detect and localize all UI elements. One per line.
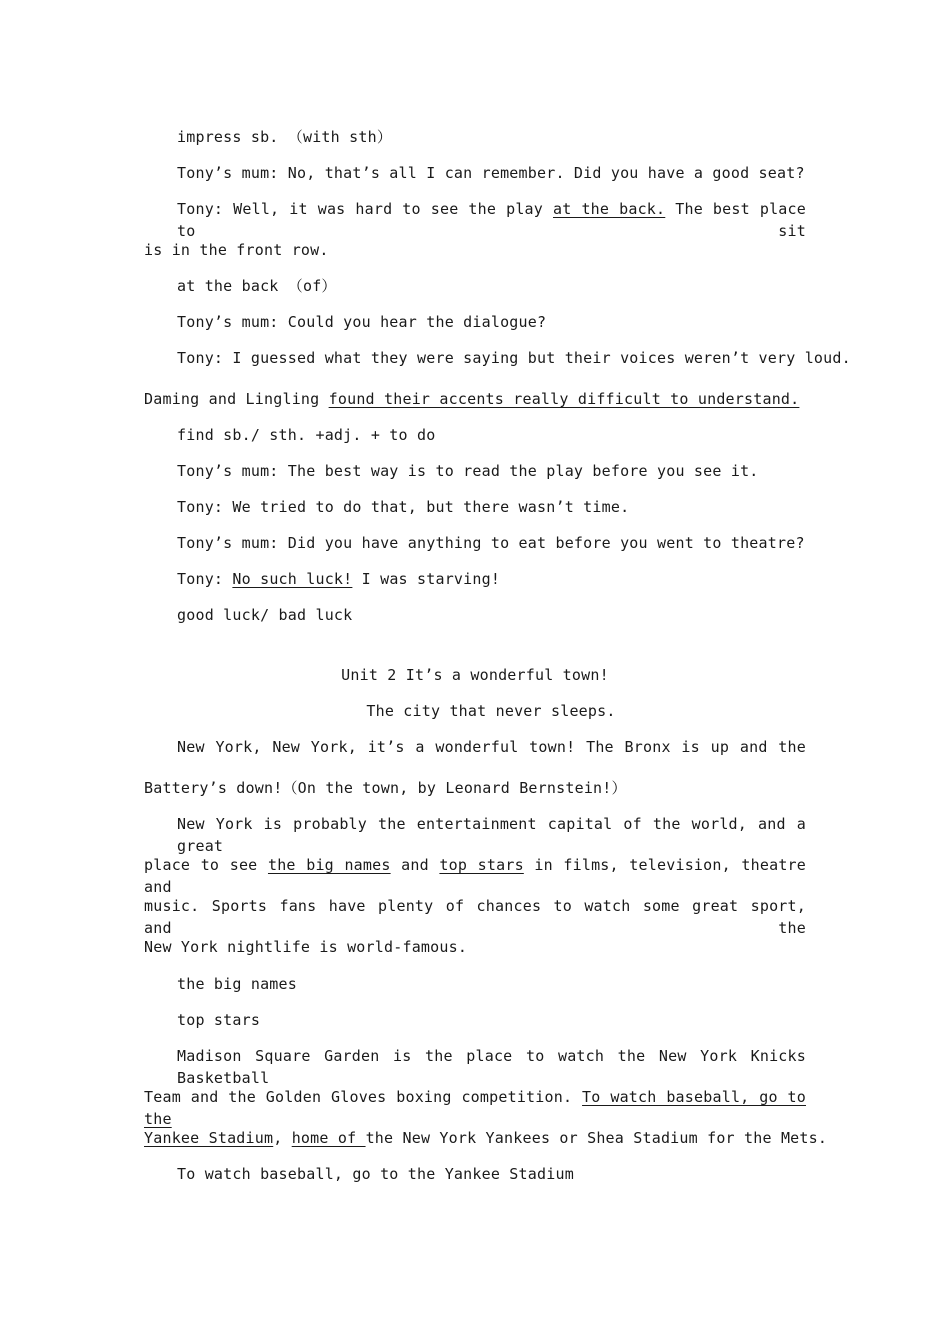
phrase-note: good luck/ bad luck (177, 606, 353, 624)
underlined-phrase: found their accents really difficult to understand. (328, 390, 800, 408)
paragraph-line: Madison Square Garden is the place to watch the New York Knicks Basketball (177, 1047, 806, 1087)
paragraph-line: Team and the Golden Gloves boxing competition. To watch baseball, go to the (144, 1088, 806, 1128)
phrase-note: find sb./ sth. +adj. + to do (177, 426, 436, 444)
paragraph-line: Yankee Stadium, home of the New York Yankees or Shea Stadium for the Mets. (144, 1129, 828, 1147)
unit-subtitle: The city that never sleeps. (366, 702, 616, 720)
underlined-phrase: top stars (439, 856, 524, 874)
dialogue-line: Daming and Lingling found their accents really difficult to understand. (144, 390, 800, 408)
paragraph-line: New York is probably the entertainment capital of the world, and a great (177, 815, 806, 855)
phrase-note: top stars (177, 1011, 261, 1029)
dialogue-line: is in the front row. (144, 241, 329, 259)
paragraph-line: New York nightlife is world-famous. (144, 938, 468, 956)
paragraph-line: music. Sports fans have plenty of chances to watch some great sport, and the (144, 897, 806, 937)
unit-title: Unit 2 It’s a wonderful town! (341, 666, 609, 684)
dialogue-line: Tony’s mum: Could you hear the dialogue? (177, 313, 547, 331)
dialogue-line: Tony: No such luck! I was starving! (177, 570, 501, 588)
phrase-note: at the back （of） (177, 277, 337, 295)
paragraph-line: New York, New York, it’s a wonderful town! The Bronx is up and the (177, 738, 806, 756)
phrase-note: impress sb. （with sth） (177, 128, 393, 146)
dialogue-line: Tony’s mum: No, that’s all I can remember. Did you have a good seat? (177, 164, 805, 182)
dialogue-line: Tony’s mum: The best way is to read the play before you see it. (177, 462, 759, 480)
underlined-phrase: at the back. (553, 200, 666, 218)
paragraph-line: Battery’s down!（On the town, by Leonard Bernstein!） (144, 779, 627, 797)
underlined-phrase: No such luck! (232, 570, 353, 588)
underlined-phrase: home of (291, 1129, 366, 1147)
dialogue-line: Tony: Well, it was hard to see the play at the back. The best place to sit (177, 200, 806, 240)
paragraph-line: place to see the big names and top stars in films, television, theatre and (144, 856, 807, 896)
underlined-phrase: To watch baseball, go to the (144, 1088, 806, 1128)
underlined-phrase: Yankee Stadium (144, 1129, 274, 1147)
dialogue-line: Tony’s mum: Did you have anything to eat before you went to theatre? (177, 534, 805, 552)
phrase-note: the big names (177, 975, 297, 993)
dialogue-line: Tony: I guessed what they were saying but their voices weren’t very loud. (177, 349, 851, 367)
dialogue-line: Tony: We tried to do that, but there wasn’t time. (177, 498, 630, 516)
underlined-phrase: the big names (267, 856, 391, 874)
phrase-note: To watch baseball, go to the Yankee Stadium (177, 1165, 574, 1183)
